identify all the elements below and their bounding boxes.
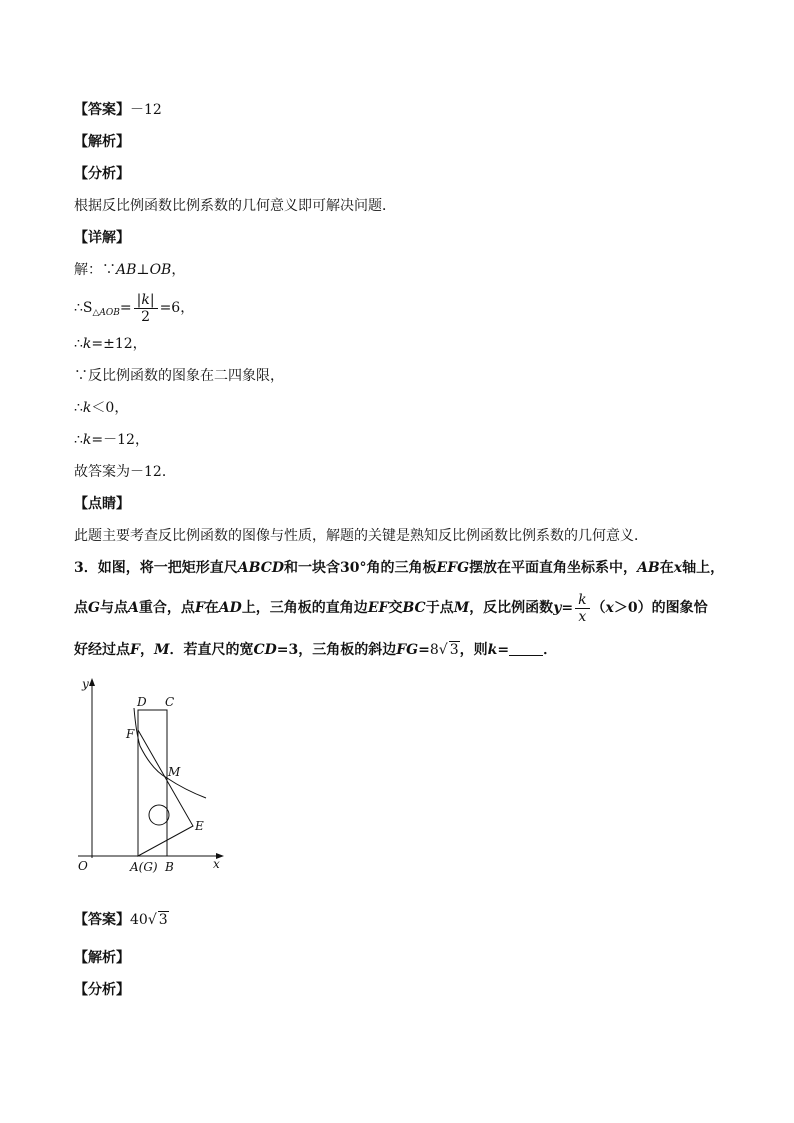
label-m: M <box>168 765 181 779</box>
detail-step-6: ∴k=－12， <box>74 432 149 448</box>
fenxi-label: 【分析】 <box>74 166 130 182</box>
detail-label: 【详解】 <box>74 230 130 246</box>
q3-answer-radicand: 3 <box>158 912 168 928</box>
fraction-k-over-2: $\frac{|k|}{2}$ <box>134 292 158 325</box>
hyperbola-curve <box>134 708 206 798</box>
ruler-abcd <box>138 710 167 856</box>
analysis-label: 【解析】 <box>74 134 130 150</box>
sqrt-sign-icon: √ <box>147 912 157 928</box>
question-3-line-3: 好经过点F，M．若直尺的宽CD=3，三角板的斜边FG=8√ 3，则k= ． <box>74 642 558 658</box>
q3-answer-label: 【答案】 <box>74 912 130 928</box>
question-3-line-2: 点G与点A重合，点F在AD上，三角板的直角边EF交BC于点M，反比例函数y= $\frac{k}{x}$ （x＞0）的图象恰 <box>74 591 708 625</box>
label-x: x <box>213 857 220 871</box>
detail-step-2: $\therefore S_{\triangle AOB}=$ $\frac{|k|}{2}$ =6， <box>74 291 195 325</box>
dianjing-text: 此题主要考查反比例函数的图像与性质，解题的关键是熟知反比例函数比例系数的几何意义． <box>74 528 648 544</box>
label-o: O <box>78 859 88 873</box>
fenxi-text: 根据反比例函数比例系数的几何意义即可解决问题． <box>74 198 396 214</box>
detail-step-3: ∴k=±12， <box>74 336 147 352</box>
q3-answer-coef: 40 <box>130 912 148 928</box>
label-e: E <box>195 819 204 833</box>
q3-analysis-label: 【解析】 <box>74 950 130 966</box>
question-3-line-1: 3．如图，将一把矩形直尺ABCD和一块含30°角的三角板EFG摆放在平面直角坐标系中，AB在x轴上， <box>74 560 725 576</box>
detail-step-5: ∴k＜0， <box>74 400 129 416</box>
answer-line <box>74 100 162 120</box>
sqrt-sign-icon: √ <box>438 642 448 658</box>
q3-fenxi-label: 【分析】 <box>74 982 130 998</box>
label-y: y <box>82 677 89 691</box>
triangle-hole <box>149 805 169 825</box>
answer-label: 【答案】 <box>74 102 130 118</box>
fraction-k-over-x: $\frac{k}{x}$ <box>575 592 589 625</box>
detail-step-4: ∵反比例函数的图象在二四象限， <box>74 368 284 384</box>
answer-blank <box>509 641 543 656</box>
label-d: D <box>137 695 147 709</box>
y-axis-arrow-icon <box>89 678 95 686</box>
triangle-efg <box>138 730 193 856</box>
q3-answer-line <box>74 910 169 930</box>
label-c: C <box>165 695 175 709</box>
detail-conclusion: 故答案为－12． <box>74 464 176 480</box>
geometry-figure <box>70 670 240 892</box>
dianjing-label: 【点睛】 <box>74 496 130 512</box>
label-a-g: A(G) <box>130 860 158 874</box>
label-f: F <box>126 727 135 741</box>
detail-step-1: 解：∵AB⊥OB， <box>74 262 186 278</box>
answer-value: －12 <box>130 102 162 118</box>
label-b: B <box>165 860 174 874</box>
